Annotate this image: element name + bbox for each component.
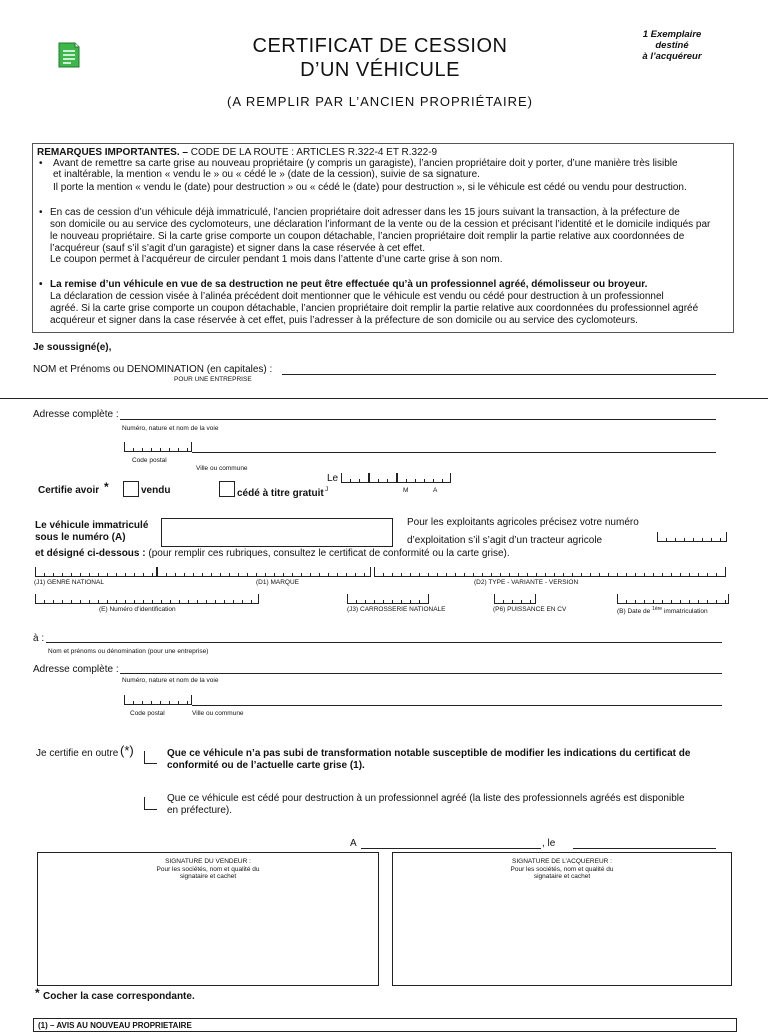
- remark-p2-l1: En cas de cession d’un véhicule déjà immatriculé, l’ancien propriétaire doit adresser dans les 15 jours suivant la transaction, à la préfecture de: [50, 207, 680, 218]
- certify-1-line-1: Que ce véhicule n’a pas subi de transformation notable susceptible de modifier les indications du certificat de: [167, 748, 691, 759]
- buyer-signature-box[interactable]: [392, 852, 732, 986]
- certifie-star: *: [104, 480, 109, 494]
- copy-line-2: destiné: [655, 40, 689, 51]
- carrosserie-field[interactable]: [347, 594, 429, 604]
- destruction-checkbox[interactable]: [144, 797, 157, 810]
- designe-label: et désigné ci-dessous : (pour remplir ces rubriques, consultez le certificat de conformité ou la carte grise).: [35, 548, 510, 559]
- day-hint: J: [325, 486, 329, 493]
- remark-p3-l1: La remise d’un véhicule en vue de sa destruction ne peut être effectuée qu’à un professionnel agréé, démolisseur ou broyeur.: [50, 279, 648, 290]
- seller-name-field[interactable]: [282, 374, 716, 375]
- remark-p2-l2: son domicile ou au service des cyclomoteurs, une déclaration l’informant de la vente ou de la cession et précisant l’identité et le domicile indiqués par: [50, 219, 711, 230]
- type-variante-field[interactable]: [374, 567, 726, 577]
- copy-line-3: à l’acquéreur: [642, 51, 702, 62]
- d2-label: (D2) TYPE - VARIANTE - VERSION: [474, 579, 579, 586]
- seller-signature-title: SIGNATURE DU VENDEUR :: [165, 858, 251, 865]
- document-icon: [58, 42, 80, 68]
- vin-field[interactable]: [35, 594, 259, 604]
- title-line-2: D’UN VÉHICULE: [300, 59, 460, 81]
- buyer-city-field[interactable]: [192, 705, 722, 706]
- buyer-address-field[interactable]: [120, 673, 722, 674]
- remark-p2-l4: l’acquéreur (sauf s’il s’agit d’un garagiste) et signer dans la case réservée à cet effet.: [50, 243, 426, 254]
- remark-p2-l5: Le coupon permet à l’acquéreur de circuler pendant 1 mois dans l’attente d’une carte grise à son nom.: [50, 254, 503, 265]
- buyer-address-label: Adresse complète :: [33, 664, 119, 675]
- certify-1-line-2: conformité ou de l’actuelle carte grise (1).: [167, 760, 365, 771]
- vendu-checkbox[interactable]: [123, 481, 139, 497]
- bullet-2: •: [39, 207, 43, 218]
- immat-label-1: Le véhicule immatriculé: [35, 520, 149, 531]
- remark-p3-l4: acquéreur et signer dans la case réservée à cet effet, puis l’adresser à la préfecture de son domicile ou au service des cyclomoteurs.: [50, 315, 638, 326]
- d1-label: (D1) MARQUE: [256, 579, 299, 586]
- buyer-name-hint: Nom et prénoms ou dénomination (pour une entreprise): [48, 648, 209, 655]
- cede-gratuit-checkbox[interactable]: [219, 481, 235, 497]
- seller-city-field[interactable]: [192, 452, 716, 453]
- cession-month-field[interactable]: [369, 473, 397, 483]
- place-label: A: [350, 838, 357, 849]
- first-registration-date-field[interactable]: [617, 594, 729, 604]
- year-hint: A: [433, 487, 438, 494]
- seller-name-hint: POUR UNE ENTREPRISE: [174, 376, 252, 383]
- date-sign-field[interactable]: [573, 848, 716, 849]
- immat-label-2: sous le numéro (A): [35, 532, 126, 543]
- buyer-name-field[interactable]: [46, 642, 722, 643]
- vendu-label: vendu: [141, 485, 171, 496]
- seller-address-label: Adresse complète :: [33, 409, 119, 420]
- copy-line-1: 1 Exemplaire: [642, 29, 702, 40]
- page-title: [200, 34, 560, 82]
- genre-national-field[interactable]: [35, 567, 157, 577]
- page-subtitle: (A REMPLIR PAR L’ANCIEN PROPRIÉTAIRE): [227, 94, 533, 109]
- date-sign-label: , le: [542, 838, 556, 849]
- b-label: (B) Date de $^{1ère}$ immatriculation: [617, 606, 708, 615]
- certify-star: (*): [120, 743, 134, 758]
- buyer-signature-sub: Pour les sociétés, nom et qualité du signataire et cachet: [510, 866, 614, 880]
- certifie-label: Certifie avoir: [38, 485, 100, 496]
- buyer-street-hint: Numéro, nature et nom de la voie: [122, 677, 219, 684]
- bullet-3: •: [39, 279, 43, 290]
- footer-note: Cocher la case correspondante.: [43, 991, 195, 1002]
- j3-label: (J3) CARROSSERIE NATIONALE: [347, 606, 446, 613]
- marque-field[interactable]: [157, 567, 371, 577]
- notice-box: [33, 1018, 737, 1032]
- remark-p3-l3: agréé. Si la carte grise comporte un coupon détachable, l’ancien propriétaire doit remplir la partie relative aux coordonnées du professionnel agréé: [50, 303, 699, 314]
- remark-p3-l2: La déclaration de cession visée à l’alinéa précédent doit mentionner que le véhicule est vendu ou cédé pour destruction à un professionnel: [50, 291, 664, 302]
- bullet-1: •: [39, 158, 43, 169]
- remark-p1-l2: et inaltérable, la mention « vendu le » ou « cédé le » (date de la cession), suivie de sa signature.: [53, 169, 480, 180]
- remarks-heading: REMARQUES IMPORTANTES. – CODE DE LA ROUTE : ARTICLES R.322-4 ET R.322-9: [37, 147, 438, 158]
- buyer-postcode-field[interactable]: [124, 695, 192, 705]
- p6-label: (P6) PUISSANCE EN CV: [493, 606, 567, 613]
- je-soussigne-label: Je soussigné(e),: [33, 342, 112, 353]
- title-line-1: CERTIFICAT DE CESSION: [252, 35, 508, 57]
- seller-postcode-field[interactable]: [124, 442, 192, 452]
- e-label: (E) Numéro d’identification: [99, 606, 176, 613]
- remark-p1-l1: Avant de remettre sa carte grise au nouveau propriétaire (y compris un garagiste), l’ancien propriétaire doit y porter, d’une manière très lisible: [53, 158, 678, 169]
- puissance-field[interactable]: [494, 594, 536, 604]
- cede-gratuit-label: cédé à titre gratuit: [237, 488, 324, 499]
- buyer-postcode-hint: Code postal: [130, 710, 165, 717]
- section-divider: [0, 398, 768, 399]
- remarks-box: [32, 143, 734, 333]
- seller-signature-box[interactable]: [37, 852, 379, 986]
- seller-postcode-hint: Code postal: [132, 457, 167, 464]
- seller-address-field[interactable]: [120, 419, 716, 420]
- certify-2-line-2: en préfecture).: [167, 805, 233, 816]
- agri-number-field[interactable]: [657, 532, 727, 542]
- seller-street-hint: Numéro, nature et nom de la voie: [122, 425, 219, 432]
- notice-title: (1) – AVIS AU NOUVEAU PROPRIETAIRE: [38, 1021, 192, 1030]
- seller-city-hint: Ville ou commune: [196, 465, 248, 472]
- j1-label: (J1) GENRE NATIONAL: [34, 579, 104, 586]
- cession-year-field[interactable]: [397, 473, 451, 483]
- remark-p1-l3: Il porte la mention « vendu le (date) pour destruction » ou « cédé le (date) pour destruction », si le véhicule est cédé ou vendu pour destruction.: [53, 182, 687, 193]
- registration-number-field[interactable]: [161, 518, 393, 547]
- footer-star: *: [35, 986, 40, 1000]
- buyer-signature-title: SIGNATURE DE L’ACQUEREUR :: [512, 858, 612, 865]
- certify-intro: Je certifie en outre: [36, 748, 119, 759]
- remark-p2-l3: le nouveau propriétaire. Si la carte grise comporte un coupon détachable, l’ancien propriétaire doit remplir la partie relative aux coordonnées de: [50, 231, 685, 242]
- agri-label-2: d’exploitation s’il s’agit d’un tracteur agricole: [407, 535, 603, 546]
- agri-label-1: Pour les exploitants agricoles précisez votre numéro: [407, 517, 639, 528]
- certify-2-line-1: Que ce véhicule est cédé pour destruction à un professionnel agréé (la liste des professionnels agréés est disponible: [167, 793, 685, 804]
- buyer-a-label: à :: [33, 633, 45, 644]
- date-label: Le: [327, 473, 339, 484]
- seller-name-label: NOM et Prénoms ou DENOMINATION (en capitales) :: [33, 364, 273, 375]
- cession-day-field[interactable]: [341, 473, 369, 483]
- month-hint: M: [403, 487, 409, 494]
- buyer-city-hint: Ville ou commune: [192, 710, 244, 717]
- no-transformation-checkbox[interactable]: [144, 751, 157, 764]
- copy-note: [617, 29, 727, 62]
- seller-signature-sub: Pour les sociétés, nom et qualité du signataire et cachet: [156, 866, 260, 880]
- place-field[interactable]: [361, 848, 541, 849]
